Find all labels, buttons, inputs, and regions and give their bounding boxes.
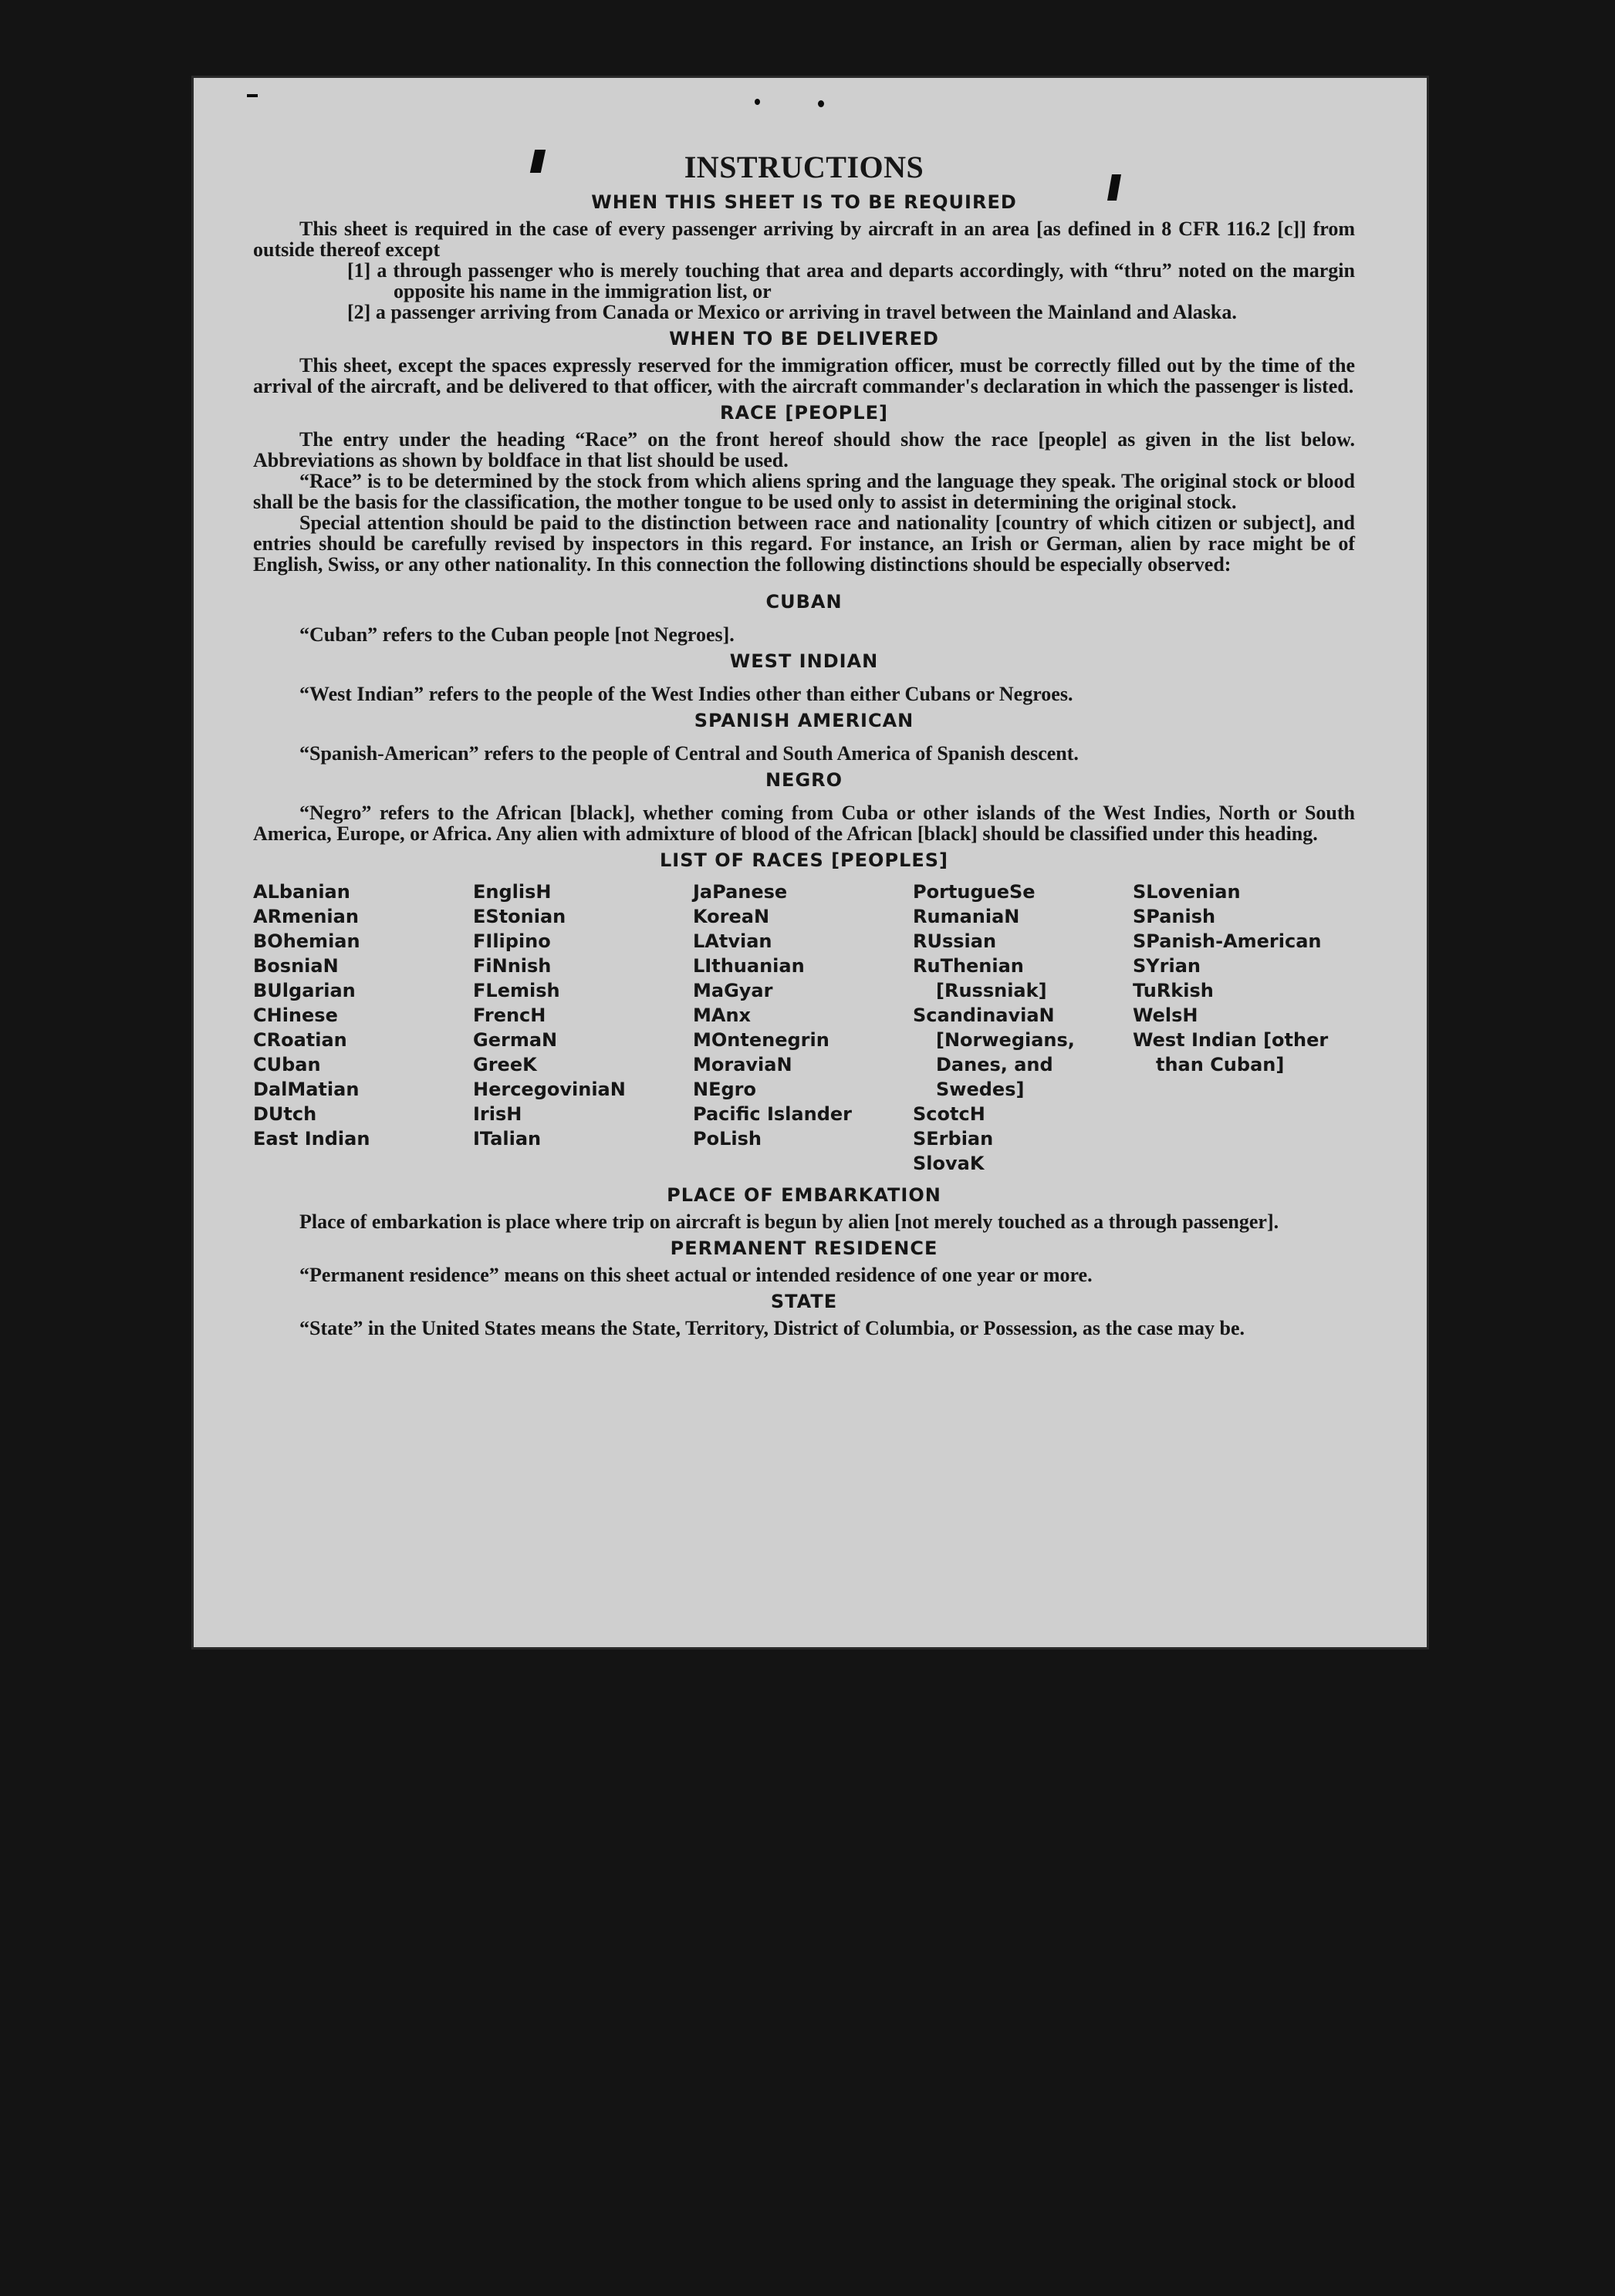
race-item: MOntenegrin: [693, 1029, 829, 1051]
negro-text: “Negro” refers to the African [black], whether coming from Cuba or other islands of the West Indies, North or South America, Europe, or Africa. Any alien with admixture of blood of the African [black] should be classified under this heading.: [253, 802, 1355, 845]
ink-mark-top-center-2: [818, 100, 824, 107]
cuban-text: “Cuban” refers to the Cuban people [not Negroes].: [299, 623, 735, 646]
race-item: MaGyar: [693, 980, 773, 1001]
required-item-2: [2] a passenger arriving from Canada or Mexico or arriving in travel between the Mainland and Alaska.: [347, 301, 1237, 323]
required-intro: This sheet is required in the case of every passenger arriving by aircraft in an area [as defined in 8 CFR 116.2 [c]] from outside thereof except: [253, 218, 1355, 261]
heading-spanish-american: SPANISH AMERICAN: [694, 710, 914, 731]
heading-state: STATE: [770, 1291, 838, 1312]
race-item: EnglisH: [473, 881, 552, 903]
race-item: ScotcH: [913, 1103, 985, 1125]
heading-negro: NEGRO: [765, 769, 843, 791]
race-paragraph-2: “Race” is to be determined by the stock from which aliens spring and the language they speak. The original stock or blood shall be the basis for the classification, the mother tongue to be used only to assist in determining the original stock.: [253, 470, 1355, 513]
delivered-text: This sheet, except the spaces expressly reserved for the immigration officer, must be correctly filled out by the time of the arrival of the aircraft, and be delivered to that officer, with the aircraft commander's declaration in which the passenger is listed.: [253, 354, 1355, 397]
race-item: TuRkish: [1133, 980, 1214, 1001]
race-item: JaPanese: [693, 881, 788, 903]
race-item: ITalian: [473, 1128, 542, 1150]
race-item: ALbanian: [253, 881, 350, 903]
race-item: LAtvian: [693, 930, 772, 952]
race-item: PortugueSe: [913, 881, 1036, 903]
heading-when-required: WHEN THIS SHEET IS TO BE REQUIRED: [591, 191, 1017, 213]
heading-race: RACE [PEOPLE]: [719, 402, 889, 424]
race-column-5: [1133, 880, 1355, 1176]
race-item: SErbian: [913, 1128, 994, 1150]
race-item: CUban: [253, 1054, 321, 1075]
race-item: IrisH: [473, 1103, 522, 1125]
race-item: East Indian: [253, 1128, 370, 1150]
race-item: MoraviaN: [693, 1054, 792, 1075]
race-item: West Indian [other than Cuban]: [1133, 1029, 1329, 1075]
race-paragraph-1: The entry under the heading “Race” on the front hereof should show the race [people] as given in the list below. Abbreviations as shown by boldface in that list should be used.: [253, 428, 1355, 471]
heading-cuban: CUBAN: [765, 591, 843, 613]
embarkation-text: Place of embarkation is place where trip on aircraft is begun by alien [not merely touched as a through passenger].: [299, 1210, 1279, 1233]
race-item: BosniaN: [253, 955, 339, 977]
race-item: RuThenian [Russniak]: [913, 955, 1047, 1001]
spanish-american-text: “Spanish-American” refers to the people of Central and South America of Spanish descent.: [299, 742, 1079, 765]
race-column-1: [253, 880, 473, 1176]
race-item: SLovenian: [1133, 881, 1241, 903]
race-item: ScandinaviaN [Norwegians, Danes, and Swedes]: [913, 1004, 1075, 1100]
race-item: BUlgarian: [253, 980, 356, 1001]
race-item: NEgro: [693, 1079, 756, 1100]
race-item: HercegoviniaN: [473, 1079, 626, 1100]
race-paragraph-3: Special attention should be paid to the distinction between race and nationality [country of which citizen or subject], and entries should be carefully revised by inspectors in this regard. For instance, an Irish or German, alien by race might be of English, Swiss, or any other nationality. In this connection the following distinctions should be especially observed:: [253, 512, 1355, 576]
race-item: PoLish: [693, 1128, 762, 1150]
race-item: SPanish-American: [1133, 930, 1322, 952]
race-item: FIlipino: [473, 930, 551, 952]
west-indian-text: “West Indian” refers to the people of the West Indies other than either Cubans or Negroes.: [299, 683, 1073, 705]
race-item: CRoatian: [253, 1029, 347, 1051]
race-item: SlovaK: [913, 1153, 985, 1174]
race-item: Pacific Islander: [693, 1103, 852, 1125]
heading-list-of-races: LIST OF RACES [PEOPLES]: [660, 849, 948, 871]
page-title: INSTRUCTIONS: [684, 150, 924, 184]
race-item: ARmenian: [253, 906, 359, 927]
race-list: [253, 880, 1355, 1176]
race-item: MAnx: [693, 1004, 752, 1026]
race-item: KoreaN: [693, 906, 770, 927]
required-item-1: [1] a through passenger who is merely touching that area and departs accordingly, with “thru” noted on the margin opposite his name in the immigration list, or: [347, 259, 1355, 302]
race-item: DUtch: [253, 1103, 317, 1125]
race-item: EStonian: [473, 906, 566, 927]
ink-mark-top-center: [755, 99, 760, 105]
residence-text: “Permanent residence” means on this sheet actual or intended residence of one year or more.: [299, 1264, 1093, 1286]
heading-permanent-residence: PERMANENT RESIDENCE: [670, 1237, 938, 1259]
document-sheet: [191, 76, 1429, 1649]
heading-when-delivered: WHEN TO BE DELIVERED: [669, 328, 939, 349]
race-item: RUssian: [913, 930, 997, 952]
race-item: SYrian: [1133, 955, 1201, 977]
race-item: BOhemian: [253, 930, 360, 952]
ink-mark-top-left: [247, 94, 258, 97]
race-item: GermaN: [473, 1029, 558, 1051]
state-text: “State” in the United States means the State, Territory, District of Columbia, or Possession, as the case may be.: [299, 1317, 1245, 1339]
race-column-3: [693, 880, 913, 1176]
race-item: FLemish: [473, 980, 560, 1001]
race-item: CHinese: [253, 1004, 338, 1026]
race-item: WelsH: [1133, 1004, 1198, 1026]
race-item: LIthuanian: [693, 955, 805, 977]
race-item: SPanish: [1133, 906, 1216, 927]
race-column-4: [913, 880, 1133, 1176]
race-item: GreeK: [473, 1054, 537, 1075]
race-column-2: [473, 880, 693, 1176]
heading-west-indian: WEST INDIAN: [729, 650, 879, 672]
heading-place-of-embarkation: PLACE OF EMBARKATION: [667, 1184, 941, 1206]
instructions-content: [253, 149, 1355, 1339]
race-item: DalMatian: [253, 1079, 360, 1100]
race-item: FrencH: [473, 1004, 546, 1026]
race-item: FiNnish: [473, 955, 552, 977]
race-item: RumaniaN: [913, 906, 1020, 927]
